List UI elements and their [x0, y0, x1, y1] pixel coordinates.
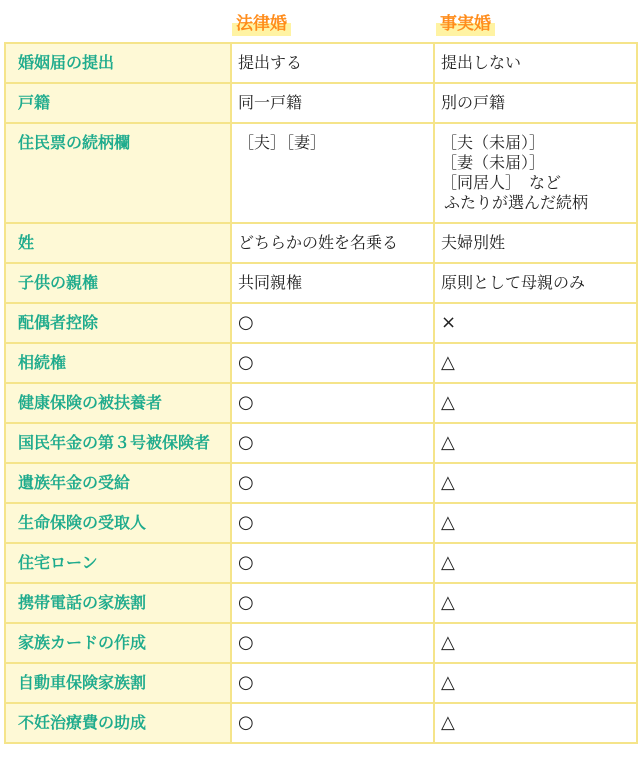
cell-legal-text: ［夫］［妻］	[238, 133, 327, 152]
cell-legal	[231, 343, 434, 383]
cell-legal-text: ○	[238, 672, 254, 693]
cell-defacto	[434, 463, 637, 503]
cell-legal-text: ○	[238, 632, 254, 653]
table-row	[5, 663, 637, 703]
row-item-label: 家族カードの作成	[5, 623, 231, 663]
cell-defacto-text: △	[441, 392, 455, 413]
cell-defacto-text: ふたりが選んだ続柄	[444, 193, 589, 212]
cell-defacto	[434, 583, 637, 623]
cell-defacto	[434, 503, 637, 543]
table-row	[5, 463, 637, 503]
cell-legal-text: ○	[238, 592, 254, 613]
cell-defacto-text: 別の戸籍	[441, 93, 506, 112]
cell-defacto-text: △	[441, 672, 455, 693]
table-row	[5, 623, 637, 663]
cell-defacto-text: △	[441, 592, 455, 613]
row-item-label: 自動車保険家族割	[5, 663, 231, 703]
cell-legal	[231, 583, 434, 623]
cell-defacto	[434, 83, 637, 123]
row-item-label: 住宅ローン	[5, 543, 231, 583]
table-row	[5, 123, 637, 223]
header-legal-marriage	[232, 12, 291, 36]
cell-legal-text: ○	[238, 512, 254, 533]
cell-defacto-text: △	[441, 352, 455, 373]
cell-defacto-text: ［夫（未届）］	[441, 133, 546, 152]
table-row	[5, 343, 637, 383]
cell-defacto-text: △	[441, 632, 455, 653]
table-row	[5, 43, 637, 83]
row-item-label: 相続権	[5, 343, 231, 383]
table-row	[5, 703, 637, 743]
cell-defacto-text: 夫婦別姓	[441, 233, 506, 252]
cell-legal-text: ○	[238, 472, 254, 493]
cell-legal	[231, 303, 434, 343]
cell-defacto	[434, 623, 637, 663]
row-item-label: 生命保険の受取人	[5, 503, 231, 543]
row-item-label: 戸籍	[5, 83, 231, 123]
cell-legal	[231, 503, 434, 543]
row-item-label: 住民票の続柄欄	[5, 123, 231, 223]
cell-defacto-text: △	[441, 432, 455, 453]
header-defacto-label: 事実婚	[440, 14, 491, 34]
cell-legal	[231, 623, 434, 663]
cell-defacto	[434, 303, 637, 343]
cell-legal-text: 提出する	[238, 53, 303, 72]
table-row	[5, 543, 637, 583]
cell-defacto-text: △	[441, 712, 455, 733]
column-headers	[0, 0, 640, 44]
row-item-label: 子供の親権	[5, 263, 231, 303]
cell-defacto-text: △	[441, 552, 455, 573]
cell-defacto	[434, 263, 637, 303]
cell-defacto	[434, 423, 637, 463]
table-row	[5, 503, 637, 543]
cell-legal-text: ○	[238, 712, 254, 733]
comparison-table-body	[5, 43, 637, 743]
cell-legal	[231, 223, 434, 263]
cell-legal	[231, 383, 434, 423]
cell-defacto-text: △	[441, 512, 455, 533]
cell-legal-text: 共同親権	[238, 273, 303, 292]
cell-legal-text: どちらかの姓を名乗る	[238, 233, 399, 252]
cell-legal-text: ○	[238, 432, 254, 453]
row-item-label: 姓	[5, 223, 231, 263]
cell-legal	[231, 83, 434, 123]
table-row	[5, 83, 637, 123]
table-row	[5, 263, 637, 303]
row-item-label: 配偶者控除	[5, 303, 231, 343]
table-row	[5, 583, 637, 623]
cell-defacto	[434, 223, 637, 263]
cell-legal	[231, 43, 434, 83]
row-item-label: 不妊治療費の助成	[5, 703, 231, 743]
cell-defacto-text: ×	[441, 312, 457, 333]
cell-defacto-text: 提出しない	[441, 53, 522, 72]
cell-defacto	[434, 703, 637, 743]
cell-legal	[231, 123, 434, 223]
cell-legal	[231, 463, 434, 503]
cell-defacto-text: 原則として母親のみ	[441, 273, 586, 292]
cell-legal	[231, 703, 434, 743]
row-item-label: 健康保険の被扶養者	[5, 383, 231, 423]
cell-legal-text: ○	[238, 352, 254, 373]
cell-legal	[231, 543, 434, 583]
cell-legal-text: ○	[238, 552, 254, 573]
cell-defacto	[434, 663, 637, 703]
comparison-table	[4, 42, 638, 744]
cell-legal	[231, 663, 434, 703]
cell-defacto	[434, 543, 637, 583]
cell-defacto	[434, 343, 637, 383]
header-defacto-marriage	[436, 12, 495, 36]
cell-defacto-text: △	[441, 472, 455, 493]
cell-legal-text: 同一戸籍	[238, 93, 303, 112]
table-row	[5, 303, 637, 343]
cell-legal-text: ○	[238, 312, 254, 333]
cell-legal	[231, 263, 434, 303]
header-legal-label: 法律婚	[236, 14, 287, 34]
cell-legal-text: ○	[238, 392, 254, 413]
cell-defacto	[434, 43, 637, 83]
cell-defacto	[434, 123, 637, 223]
row-item-label: 国民年金の第３号被保険者	[5, 423, 231, 463]
cell-defacto-text: ［同居人］ など	[441, 173, 562, 192]
row-item-label: 婚姻届の提出	[5, 43, 231, 83]
table-row	[5, 383, 637, 423]
table-row	[5, 223, 637, 263]
cell-legal	[231, 423, 434, 463]
table-row	[5, 423, 637, 463]
row-item-label: 携帯電話の家族割	[5, 583, 231, 623]
cell-defacto-text: ［妻（未届）］	[441, 153, 546, 172]
row-item-label: 遺族年金の受給	[5, 463, 231, 503]
cell-defacto	[434, 383, 637, 423]
